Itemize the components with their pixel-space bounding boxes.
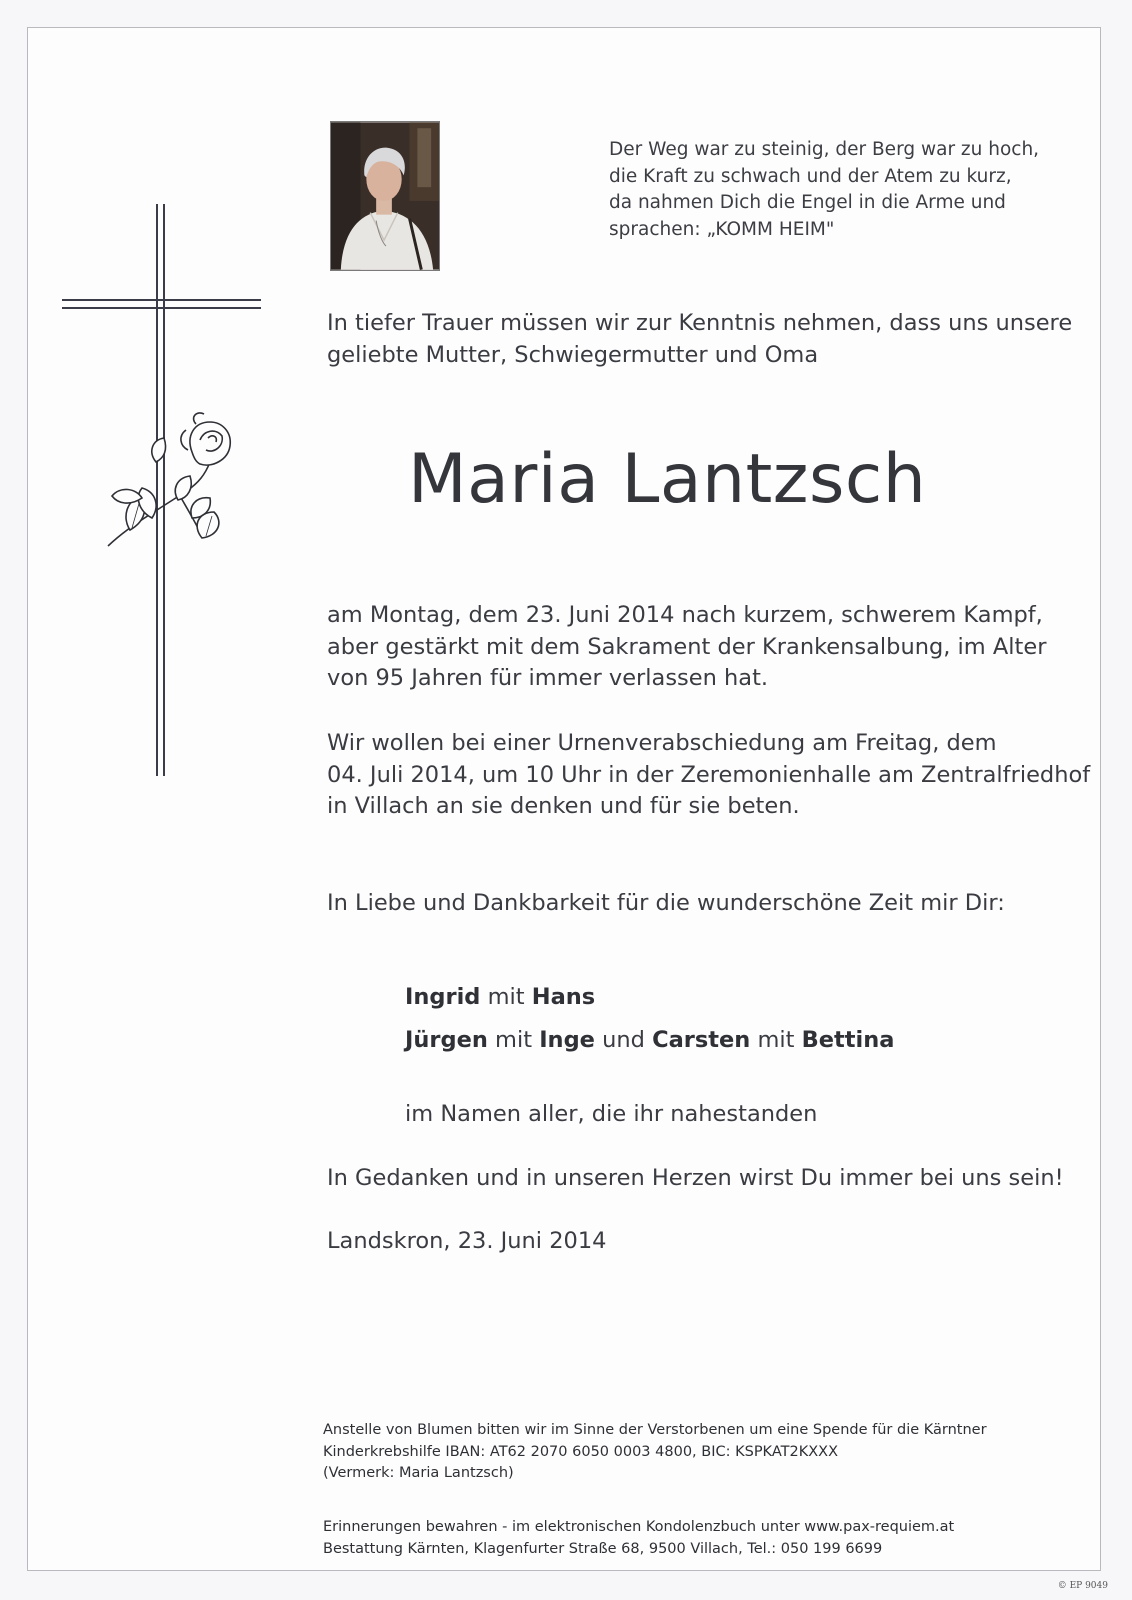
family-name: Jürgen: [405, 1027, 488, 1053]
family-name: Ingrid: [405, 984, 481, 1010]
family-line-1: [405, 982, 595, 1013]
contact-note: [323, 1517, 954, 1560]
family-name: Hans: [531, 984, 596, 1010]
donation-line: Kinderkrebshilfe IBAN: AT62 2070 6050 0003 4800, BIC: KSPKAT2KXXX: [323, 1443, 838, 1460]
poem-line: da nahmen Dich die Engel in die Arme und: [609, 192, 1006, 213]
intro-line: In tiefer Trauer müssen wir zur Kenntnis nehmen, dass uns unsere: [327, 310, 1073, 336]
deceased-name: Maria Lantzsch: [408, 440, 927, 519]
family-conjunction: und: [602, 1027, 645, 1053]
family-conjunction: mit: [757, 1027, 795, 1053]
ceremony-line: in Villach an sie denken und für sie beten.: [327, 793, 800, 819]
family-line-2: [405, 1025, 894, 1056]
thanks-line: In Liebe und Dankbarkeit für die wunderschöne Zeit mir Dir:: [327, 890, 1005, 916]
poem-line: sprachen: „KOMM HEIM": [609, 218, 835, 240]
family-conjunction: mit: [487, 984, 525, 1010]
rose-icon: [108, 413, 230, 546]
donation-line: (Vermerk: Maria Lantzsch): [323, 1465, 514, 1481]
closing-line: In Gedanken und in unseren Herzen wirst Du immer bei uns sein!: [327, 1165, 1064, 1191]
donation-line: Anstelle von Blumen bitten wir im Sinne der Verstorbenen um eine Spende für die Kärntner: [323, 1422, 987, 1438]
on-behalf-line: im Namen aller, die ihr nahestanden: [405, 1101, 818, 1127]
cross-icon: [60, 200, 270, 780]
intro-paragraph: [327, 308, 1072, 371]
family-name: Bettina: [801, 1027, 895, 1053]
form-code: © EP 9049: [1057, 1581, 1108, 1591]
intro-line: geliebte Mutter, Schwiegermutter und Oma: [327, 341, 819, 368]
portrait-photo: [330, 121, 440, 271]
ceremony-paragraph: [327, 728, 1090, 823]
death-line: von 95 Jahren für immer verlassen hat.: [327, 665, 769, 691]
death-line: am Montag, dem 23. Juni 2014 nach kurzem, schwerem Kampf,: [327, 602, 1043, 628]
death-paragraph: [327, 600, 1046, 695]
contact-line: Erinnerungen bewahren - im elektronischen Kondolenzbuch unter www.pax-requiem.at: [323, 1519, 955, 1535]
ceremony-line: 04. Juli 2014, um 10 Uhr in der Zeremonienhalle am Zentralfriedhof: [327, 761, 1091, 788]
poem-line: die Kraft zu schwach und der Atem zu kurz,: [609, 165, 1012, 187]
place-date: Landskron, 23. Juni 2014: [327, 1228, 607, 1254]
ceremony-line: Wir wollen bei einer Urnenverabschiedung am Freitag, dem: [327, 730, 997, 756]
family-name: Carsten: [652, 1027, 751, 1053]
donation-note: [323, 1420, 987, 1485]
death-line: aber gestärkt mit dem Sakrament der Krankensalbung, im Alter: [327, 633, 1047, 660]
poem: [609, 137, 1069, 243]
contact-line: Bestattung Kärnten, Klagenfurter Straße 68, 9500 Villach, Tel.: 050 199 6699: [323, 1540, 883, 1557]
family-name: Inge: [539, 1027, 595, 1053]
poem-line: Der Weg war zu steinig, der Berg war zu hoch,: [609, 139, 1040, 160]
family-conjunction: mit: [495, 1027, 533, 1053]
